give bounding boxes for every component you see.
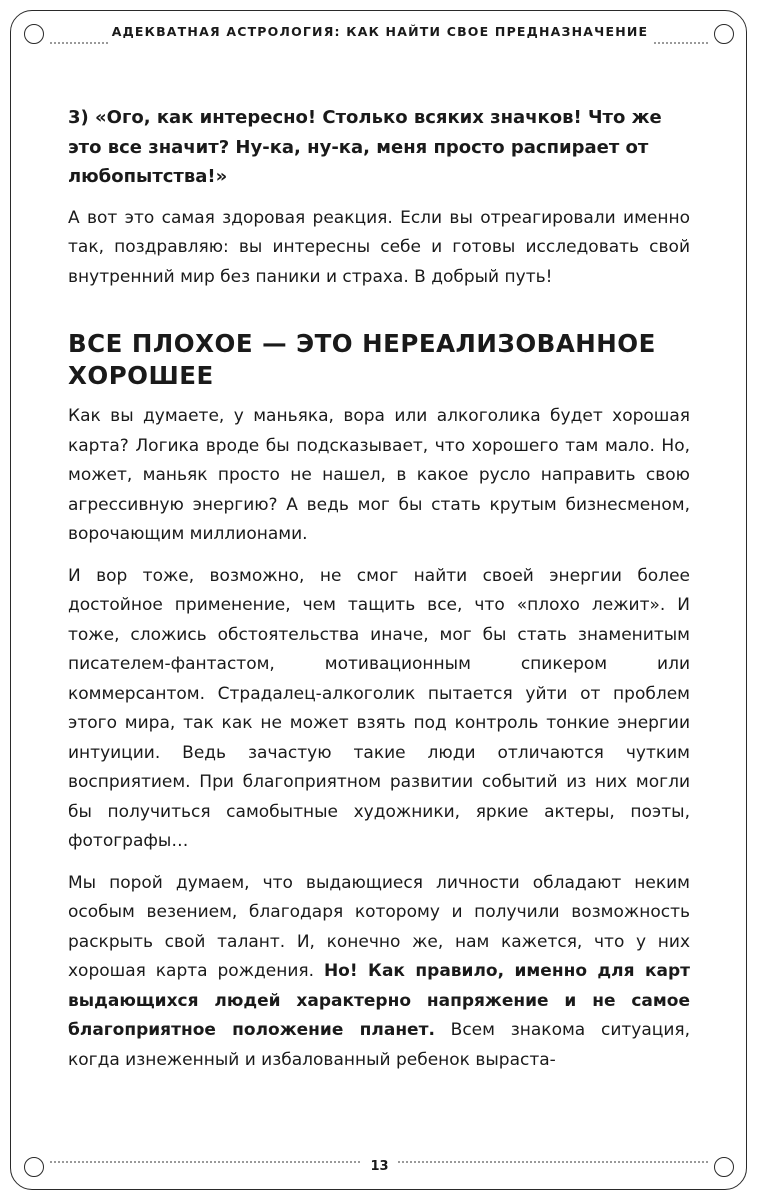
section-title: ВСЕ ПЛОХОЕ — ЭТО НЕРЕАЛИЗОВАННОЕ ХОРОШЕЕ (68, 329, 656, 390)
page-number: 13 (370, 1159, 389, 1174)
reaction-3-heading: 3) «Ого, как интересно! Столько всяких значков! Что же это все значит? Ну-ка, ну-ка, меня просто распирает от любопытства!» (68, 107, 662, 187)
reaction-3-text: А вот это самая здоровая реакция. Если вы отреагировали именно так, поздравляю: вы интересны себе и готовы исследовать свой внутренний мир без паники и страха. В добрый путь! (68, 207, 690, 287)
page-content (68, 103, 690, 1087)
paragraph-3-start: Мы порой думаем, что выдающиеся личности обладают неким особым везением, благодаря которому и получили возможность раскрыть свой талант. И, конечно же, нам кажется, что у них хорошая карта рождения. (68, 872, 690, 981)
top-right-dotted-rule (654, 42, 708, 44)
top-left-ring-ornament (24, 24, 44, 44)
top-left-dotted-rule (50, 42, 108, 44)
paragraph-3-end: Всем знакома ситуация, когда изнеженный и избалованный ребенок выраста- (68, 1020, 690, 1070)
paragraph-3-emphasis: Но! Как правило, именно для карт выдающихся людей характерно напряжение и не самое благоприятное положение планет. (68, 961, 691, 1040)
paragraph-2: И вор тоже, возможно, не смог найти своей энергии более достойное применение, чем тащить все, что «плохо лежит». И тоже, сложись обстоятельства иначе, мог бы стать знаменитым писателем-фантастом, мотивационным спикером или коммерсантом. Страдалец-алкоголик пытается уйти от проблем этого мира, так как не может взять под контроль тонкие энергии интуиции. Ведь зачастую такие люди отличаются чутким восприятием. При благоприятном развитии событий из них могли бы получиться самобытные художники, яркие актеры, поэты, фотографы… (68, 565, 690, 851)
top-right-ring-ornament (714, 24, 734, 44)
paragraph-3 (68, 869, 690, 1076)
running-head: АДЕКВАТНАЯ АСТРОЛОГИЯ: КАК НАЙТИ СВОЕ ПРЕДНАЗНАЧЕНИЕ (111, 24, 649, 39)
paragraph-1: Как вы думаете, у маньяка, вора или алкоголика будет хорошая карта? Логика вроде бы подсказывает, что хорошего там мало. Но, может, маньяк просто не нашел, в какое русло направить свою агрессивную энергию? А ведь мог бы стать крутым бизнесменом, ворочающим миллионами. (68, 406, 690, 544)
